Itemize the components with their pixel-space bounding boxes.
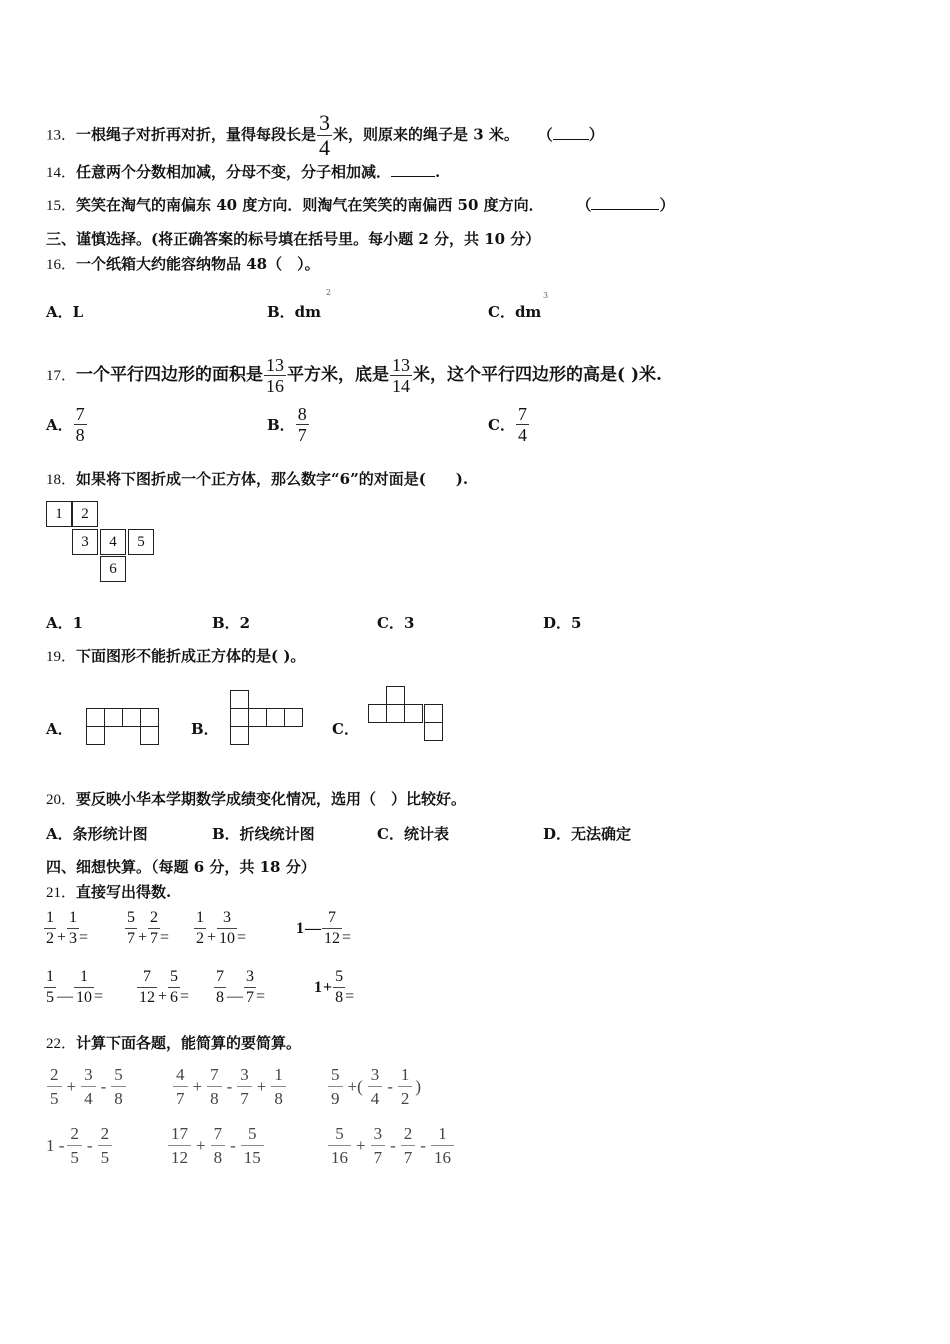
expression-1: 2 5 + $\frac{3}{4}$ - 5 8 <box>44 1066 129 1107</box>
option-d[interactable]: D．无法确定 <box>543 825 632 843</box>
option-a[interactable]: A．1 <box>46 614 84 632</box>
superscript: 2 <box>326 288 332 297</box>
option-b[interactable]: B．折线统计图 <box>212 825 315 843</box>
question-15: 15．笑笑在淘气的南偏东 40 度方向．则淘气在笑笑的南偏西 50 度方向． （ ） <box>46 196 675 214</box>
net-cell: 1 <box>46 501 72 527</box>
option-c[interactable]: C．dm <box>488 303 542 321</box>
question-20: 20．要反映小华本学期数学成绩变化情况，选用（ ）比较好。 <box>46 790 467 808</box>
calc-item: 1 2 + $\frac{1}{3}$ = <box>46 909 89 947</box>
question-14: 14．任意两个分数相加减，分母不变，分子相加减． . <box>46 163 441 181</box>
option-b[interactable]: B． $\frac{8}{7}$ <box>267 404 307 445</box>
fraction: $\frac{3}{4}$ <box>319 110 331 160</box>
option-c[interactable]: C． $\frac{7}{4}$ <box>488 404 527 445</box>
option-b[interactable]: B．dm <box>267 303 322 321</box>
calc-item: 1 5 — $\frac{1}{10}$ = <box>46 968 104 1006</box>
calc-item: 1 + $\frac{5}{8}$ = <box>314 968 355 1006</box>
question-number: 13． <box>46 127 77 144</box>
question-19: 19．下面图形不能折成正方体的是( )。 <box>46 647 306 665</box>
expression-5: 17 12 + $\frac{7}{8}$ - 5 15 <box>165 1125 267 1166</box>
net-cell: 4 <box>100 529 126 555</box>
question-13: 13．一根绳子对折再对折，量得每段长是 $\frac{3}{4}$ 米，则原来的绳子是 3 米。 （ ） <box>46 110 604 160</box>
calc-item: 5 7 + $\frac{2}{7}$ = <box>127 909 170 947</box>
option-c[interactable]: C．3 <box>377 614 415 632</box>
superscript: 3 <box>543 291 549 300</box>
expression-3: 5 9 +( 3 4 - 1 2 ) <box>325 1066 421 1107</box>
fraction: $\frac{13}{14}$ <box>392 355 411 396</box>
option-c[interactable]: C．统计表 <box>377 825 449 843</box>
calc-item: 7 12 + $\frac{5}{6}$ = <box>139 968 190 1006</box>
net-cell: 3 <box>72 529 98 555</box>
expression-2: 4 7 + $\frac{7}{8}$ - 3 7 + $\frac{1}{8}$ <box>170 1066 289 1107</box>
calc-item: 1 — $\frac{7}{12}$ = <box>296 909 352 947</box>
option-a[interactable]: A． $\frac{7}{8}$ <box>46 404 85 445</box>
calc-item: 7 8 — $\frac{3}{7}$ = <box>216 968 266 1006</box>
net-cell: 6 <box>100 556 126 582</box>
option-c[interactable]: C． <box>332 720 359 738</box>
option-a[interactable]: A．条形统计图 <box>46 825 148 843</box>
answer-blank[interactable] <box>553 125 589 140</box>
question-22: 22．计算下面各题，能简算的要简算。 <box>46 1034 302 1052</box>
section-3-title: 三、谨慎选择。(将正确答案的标号填在括号里。每小题 2 分，共 10 分） <box>46 230 541 248</box>
option-d[interactable]: D．5 <box>543 614 582 632</box>
net-cell: 2 <box>72 501 98 527</box>
question-18: 18．如果将下图折成一个正方体，那么数字“6”的对面是( ). <box>46 470 469 488</box>
option-a[interactable]: A． <box>46 720 73 738</box>
question-text: 一根绳子对折再对折，量得每段长是 <box>76 125 317 144</box>
answer-blank[interactable] <box>391 162 435 177</box>
expression-6: 5 16 + $\frac{3}{7}$ - 2 7 - 1 16 <box>325 1125 457 1166</box>
option-b[interactable]: B．2 <box>212 614 251 632</box>
answer-blank[interactable] <box>591 195 659 210</box>
question-16: 16．一个纸箱大约能容纳物品 48（ ）。 <box>46 255 320 273</box>
calc-item: 1 2 + $\frac{3}{10}$ = <box>196 909 247 947</box>
question-21: 21．直接写出得数. <box>46 883 172 901</box>
net-cell: 5 <box>128 529 154 555</box>
expression-4: 1 - 2 5 - 2 5 <box>46 1125 115 1166</box>
option-a[interactable]: A．L <box>46 303 84 321</box>
section-4-title: 四、细想快算。（每题 6 分，共 18 分） <box>46 858 316 876</box>
question-17: 17．一个平行四边形的面积是 $\frac{13}{16}$ 平方米，底是 $\frac{13}{14}$ 米，这个平行四边形的高是( )米. <box>46 355 662 396</box>
option-b[interactable]: B． <box>191 720 219 738</box>
fraction: $\frac{13}{16}$ <box>266 355 285 396</box>
